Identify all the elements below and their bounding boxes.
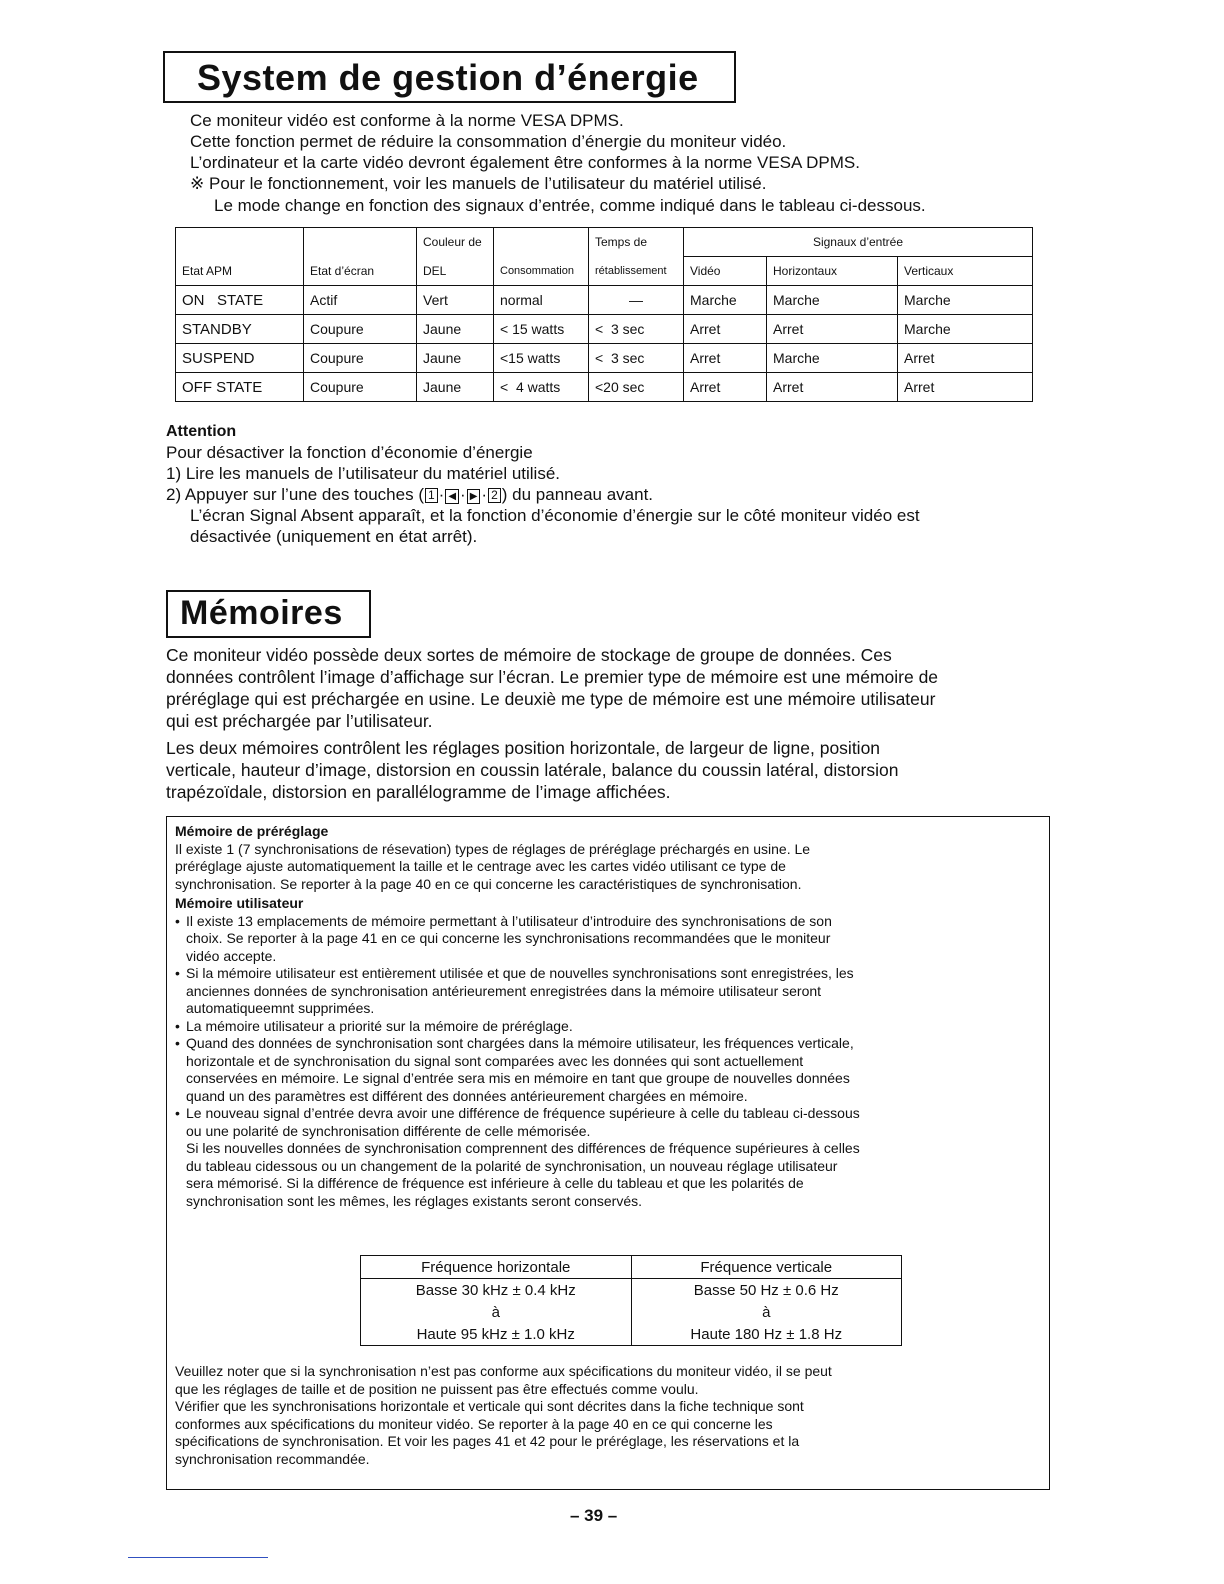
section-title-box [163, 51, 736, 103]
memoires-line: préréglage qui est préchargée en usine. Le deuxiè me type de mémoire est une mémoire utilisateur [166, 689, 936, 709]
freq-header-cell: Fréquence verticale [631, 1256, 902, 1279]
apm-header-cell: Signaux d’entrée [684, 228, 1033, 257]
apm-header-cell: Temps de [589, 228, 684, 257]
attention-block [166, 421, 920, 547]
memoires-line: Ce moniteur vidéo possède deux sortes de mémoire de stockage de groupe de données. Ces [166, 645, 892, 665]
apm-cell: Arret [898, 373, 1033, 402]
intro-paragraph [190, 110, 926, 216]
note-line-2: Le mode change en fonction des signaux d’entrée, comme indiqué dans le tableau ci-dessous. [214, 196, 926, 215]
apm-cell: Marche [898, 286, 1033, 315]
bullet-line: choix. Se reporter à la page 41 en ce qui concerne les synchronisations recommandées que le moniteur [186, 930, 831, 946]
footnote-rule [128, 1557, 268, 1558]
apm-cell: < 4 watts [494, 373, 589, 402]
apm-cell: Jaune [417, 315, 494, 344]
section-title-box [166, 590, 371, 638]
apm-cell: < 3 sec [589, 344, 684, 373]
apm-header-cell: Etat APM [176, 257, 304, 286]
key-separator: · [438, 485, 445, 504]
apm-header-cell: Vidéo [684, 257, 767, 286]
apm-header-cell [304, 228, 417, 257]
user-heading: Mémoire utilisateur [175, 895, 304, 911]
apm-cell: Arret [684, 315, 767, 344]
apm-cell: Arret [767, 315, 898, 344]
apm-cell: Jaune [417, 373, 494, 402]
bullet-line: • Il existe 13 emplacements de mémoire permettant à l’utilisateur d’introduire des synchronisations de son [186, 912, 832, 929]
apm-cell: Marche [767, 286, 898, 315]
bullet-item [175, 965, 1037, 1018]
freq-cell: à [361, 1301, 632, 1323]
apm-row [176, 286, 1033, 315]
freq-cell: Basse 50 Hz ± 0.6 Hz [631, 1279, 902, 1302]
freq-header-cell: Fréquence horizontale [361, 1256, 632, 1279]
apm-header-cell: Couleur de [417, 228, 494, 257]
key-separator: · [460, 485, 466, 504]
preset-line: Il existe 1 (7 synchronisations de résevation) types de réglages de préréglage préchargés en usine. Le [175, 840, 811, 857]
apm-cell: Marche [684, 286, 767, 315]
apm-cell: Marche [898, 315, 1033, 344]
apm-cell: <20 sec [589, 373, 684, 402]
freq-cell: Basse 30 kHz ± 0.4 kHz [361, 1279, 632, 1302]
apm-cell: — [589, 286, 684, 315]
apm-header-cell: Etat d’écran [304, 257, 417, 286]
freq-row [361, 1279, 902, 1302]
memoires-line: données contrôlent l’image d’affichage sur l’écran. Le premier type de mémoire est une mémoire de [166, 667, 939, 687]
attention-heading: Attention [166, 423, 237, 440]
apm-header-cell: DEL [417, 257, 494, 286]
freq-cell: Haute 95 kHz ± 1.0 kHz [361, 1323, 632, 1346]
apm-cell: SUSPEND [176, 344, 304, 373]
apm-table [175, 227, 1033, 402]
apm-cell: Arret [684, 373, 767, 402]
memoires-line: qui est préchargée par l’utilisateur. [166, 711, 433, 731]
bullet-line: synchronisation sont les mêmes, les réglages existants seront conservés. [186, 1192, 642, 1209]
footer-line: Veuillez noter que si la synchronisation n’est pas conforme aux spécifications du moniteur vidéo, il se peut [175, 1363, 832, 1379]
note-text: Pour le fonctionnement, voir les manuels de l’utilisateur du matériel utilisé. [208, 174, 767, 193]
apm-cell: Actif [304, 286, 417, 315]
note-mark-icon: ※ [190, 174, 205, 194]
key-2-icon: 2 [488, 488, 501, 503]
bullet-line: automatiqueemnt supprimées. [186, 1000, 375, 1016]
apm-row [176, 373, 1033, 402]
intro-line: Ce moniteur vidéo est conforme à la norme VESA DPMS. [190, 111, 624, 130]
bullet-line: ou une polarité de synchronisation différente de celle mémorisée. [186, 1122, 591, 1139]
apm-cell: STANDBY [176, 315, 304, 344]
preset-heading: Mémoire de préréglage [175, 823, 329, 839]
bullet-line: • Quand des données de synchronisation sont chargées dans la mémoire utilisateur, les fréquences verticale, [186, 1035, 854, 1051]
apm-cell: ON STATE [176, 286, 304, 315]
attention-line: désactivée (uniquement en état arrêt). [190, 527, 478, 546]
bullet-line: anciennes données de synchronisation antérieurement enregistrées dans la mémoire utilisateur seront [186, 982, 822, 999]
freq-header-row [361, 1256, 902, 1279]
apm-cell: Vert [417, 286, 494, 315]
freq-cell: Haute 180 Hz ± 1.8 Hz [631, 1323, 902, 1346]
bullet-line: • La mémoire utilisateur a priorité sur la mémoire de préréglage. [186, 1017, 573, 1034]
apm-cell: Coupure [304, 315, 417, 344]
apm-row [176, 315, 1033, 344]
preset-line: synchronisation. Se reporter à la page 40 en ce qui concerne les caractéristiques de synchronisation. [175, 875, 802, 892]
attention-line-pre: 2) Appuyer sur l’une des touches ( [166, 485, 424, 504]
memoires-line: Les deux mémoires contrôlent les réglages position horizontale, de largeur de ligne, position [166, 738, 881, 758]
preset-line: préréglage ajuste automatiquement la taille et le centrage avec les cartes vidéo utilisant ce type de [175, 858, 786, 874]
bullet-line: • Le nouveau signal d’entrée devra avoir une différence de fréquence supérieure à celle du tableau ci-dessous [186, 1105, 860, 1121]
apm-cell: < 3 sec [589, 315, 684, 344]
footer-line: spécifications de synchronisation. Et voir les pages 41 et 42 pour le préréglage, les réservations et la [175, 1433, 800, 1449]
memory-info-box [166, 816, 1050, 1490]
attention-line-post: ) du panneau avant. [501, 485, 654, 504]
bullet-line: horizontale et de synchronisation du signal sont comparées avec les données qui sont actuellement [186, 1052, 804, 1069]
memory-info-content [175, 823, 1037, 1210]
bullet-item [175, 913, 1037, 966]
apm-header-cell: Consommation [494, 257, 589, 286]
intro-line: L’ordinateur et la carte vidéo devront également être conformes à la norme VESA DPMS. [190, 153, 860, 172]
page-number: – 39 – [570, 1506, 618, 1525]
bullet-line: • Si la mémoire utilisateur est entièrement utilisée et que de nouvelles synchronisations sont enregistrées, les [186, 965, 854, 981]
intro-line: Cette fonction permet de réduire la consommation d’énergie du moniteur vidéo. [190, 132, 787, 151]
attention-line [166, 484, 920, 505]
apm-cell: Arret [684, 344, 767, 373]
apm-cell: < 15 watts [494, 315, 589, 344]
apm-cell: Coupure [304, 344, 417, 373]
note-line [190, 173, 926, 195]
apm-header-cell [176, 228, 304, 257]
footer-line: Vérifier que les synchronisations horizontale et verticale qui sont décrites dans la fiche technique sont [175, 1398, 804, 1414]
apm-header-cell: Verticaux [898, 257, 1033, 286]
freq-row [361, 1301, 902, 1323]
left-arrow-key-icon: ◀ [445, 489, 459, 504]
bullet-item [175, 1018, 1037, 1036]
bullet-line: du tableau cidessous ou un changement de la polarité de synchronisation, un nouveau réglage utilisateur [186, 1157, 838, 1174]
freq-cell: à [631, 1301, 902, 1323]
apm-cell: Marche [767, 344, 898, 373]
bullet-line: vidéo accepte. [186, 947, 277, 964]
footer-line: que les réglages de taille et de position ne puissent pas être effectués comme voulu. [175, 1380, 699, 1397]
bullet-line: quand un des paramètres est différent des données antérieurement chargées en mémoire. [186, 1087, 748, 1104]
apm-cell: Arret [767, 373, 898, 402]
frequency-table [360, 1255, 902, 1346]
apm-cell: Jaune [417, 344, 494, 373]
bullet-line: sera mémorisé. Si la différence de fréquence est inférieure à celle du tableau et que les polarités de [186, 1175, 804, 1191]
footer-notes [175, 1363, 1037, 1468]
apm-header-row-bottom [176, 257, 1033, 286]
bullet-item [175, 1105, 1037, 1210]
bullet-line: conservées en mémoire. Le signal d’entrée sera mis en mémoire en tant que groupe de nouvelles données [186, 1070, 850, 1086]
footer-line: conformes aux spécifications du moniteur vidéo. Se reporter à la page 40 en ce qui concerne les [175, 1415, 773, 1432]
attention-line: 1) Lire les manuels de l’utilisateur du matériel utilisé. [166, 464, 561, 483]
apm-cell: normal [494, 286, 589, 315]
bullet-item [175, 1035, 1037, 1105]
apm-header-row-top [176, 228, 1033, 257]
apm-cell: Coupure [304, 373, 417, 402]
memoires-paragraph [166, 644, 938, 803]
memoires-line: verticale, hauteur d’image, distorsion en coussin latérale, balance du coussin latéral, distorsion [166, 760, 899, 780]
attention-line: L’écran Signal Absent apparaît, et la fonction d’économie d’énergie sur le côté moniteur vidéo est [190, 506, 920, 525]
key-separator: · [481, 485, 488, 504]
bullet-line: Si les nouvelles données de synchronisation comprennent des différences de fréquence supérieures à celles [186, 1140, 860, 1156]
apm-header-cell: Horizontaux [767, 257, 898, 286]
footer-line: synchronisation recommandée. [175, 1450, 370, 1467]
freq-row [361, 1323, 902, 1346]
right-arrow-key-icon: ▶ [467, 489, 481, 504]
apm-cell: Arret [898, 344, 1033, 373]
section-title: System de gestion d’énergie [197, 57, 699, 98]
apm-header-cell [494, 228, 589, 257]
apm-cell: OFF STATE [176, 373, 304, 402]
apm-header-cell: rétablissement [589, 257, 684, 286]
attention-line: Pour désactiver la fonction d’économie d’énergie [166, 443, 533, 462]
section-title: Mémoires [180, 594, 343, 632]
apm-row [176, 344, 1033, 373]
key-1-icon: 1 [425, 488, 438, 503]
apm-cell: <15 watts [494, 344, 589, 373]
memoires-line: trapézoïdale, distorsion en parallélogramme de l’image affichées. [166, 782, 671, 802]
